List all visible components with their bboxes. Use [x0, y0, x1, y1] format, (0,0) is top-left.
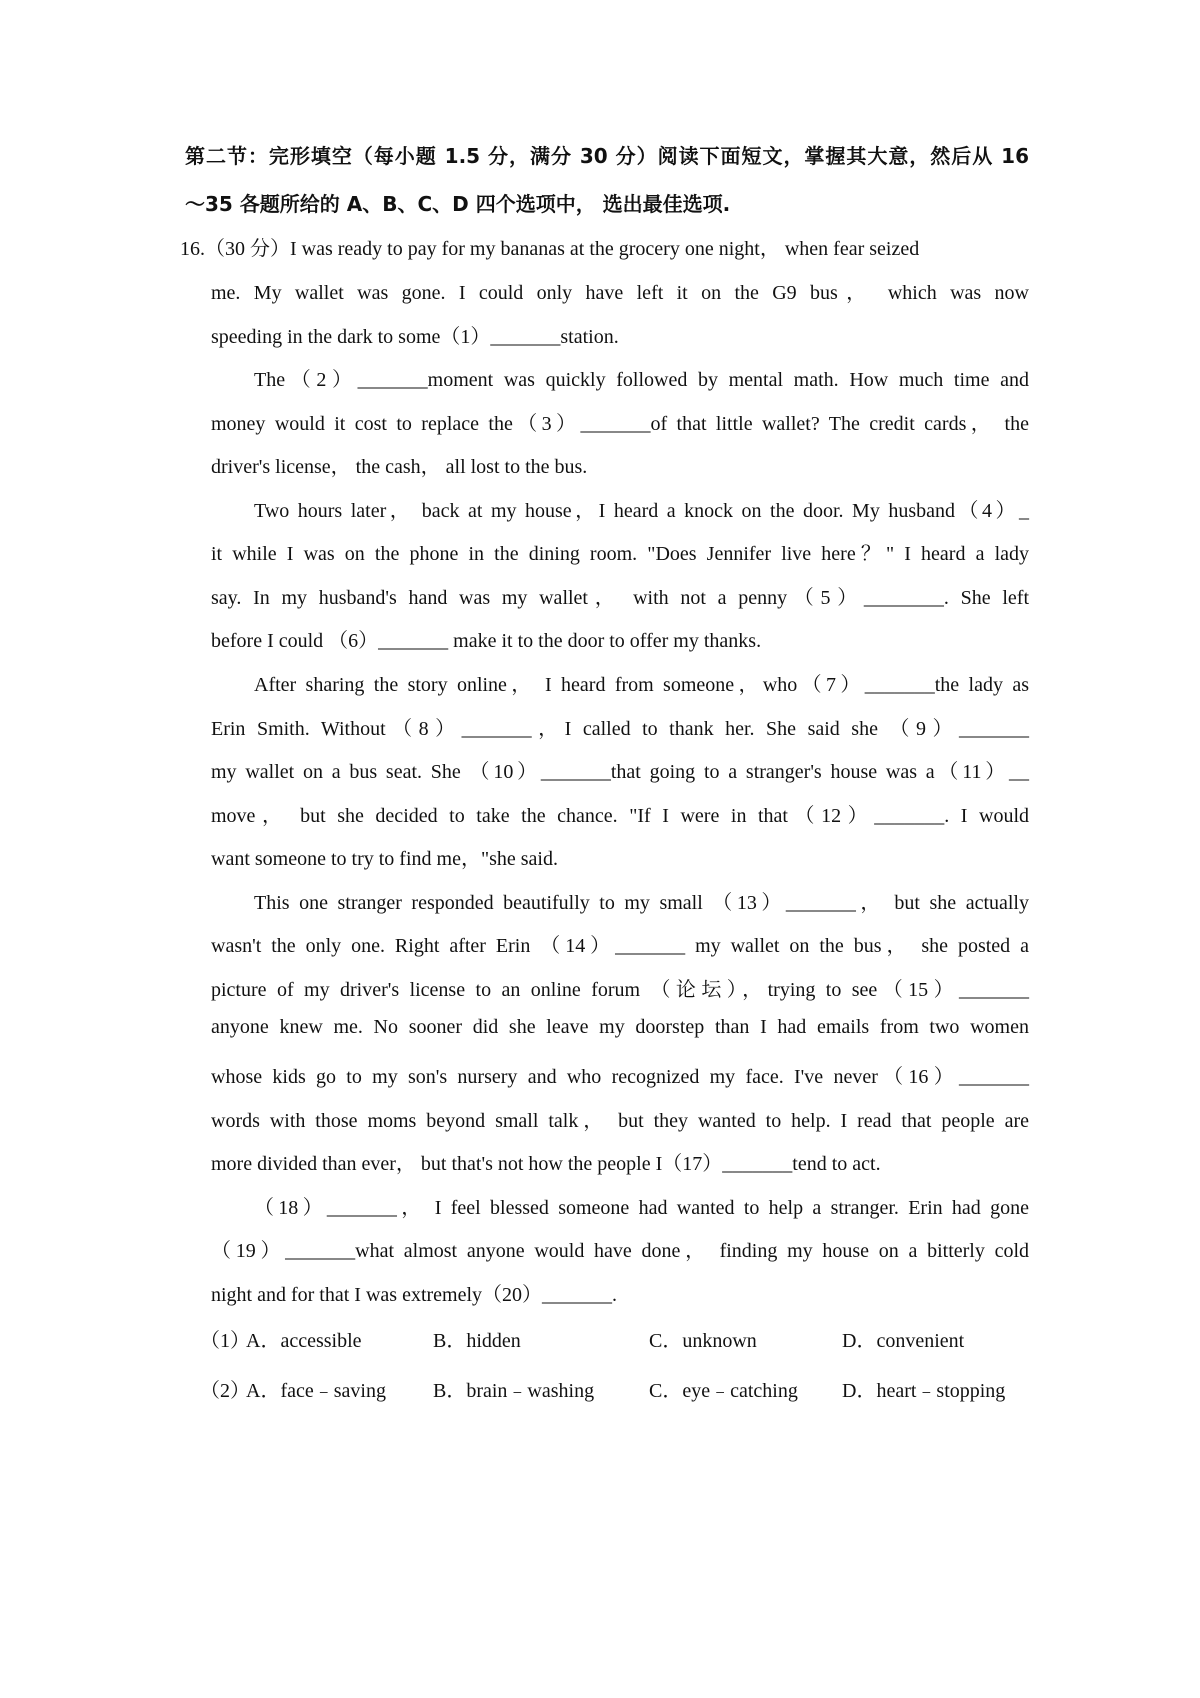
option-c: C．eye﹣catching: [649, 1380, 798, 1402]
passage-line: Two hours later， back at my house，I heard a knock on the door. My husband（4）_: [254, 500, 1029, 522]
option-d: D．heart﹣stopping: [842, 1380, 1006, 1402]
passage-line: anyone knew me. No sooner did she leave my doorstep than I had emails from two women: [211, 1016, 1029, 1038]
option-c: C．unknown: [649, 1330, 757, 1352]
section-header-line-2: ～35 各题所给的 A、B、C、D 四个选项中， 选出最佳选项.: [185, 192, 731, 216]
passage-line: me. My wallet was gone. I could only have left it on the G9 bus， which was now: [211, 282, 1029, 304]
passage-first-line: [180, 232, 1030, 261]
passage-line: picture of my driver's license to an online forum （论坛），trying to see（15）_______: [211, 979, 1029, 1001]
passage-line: money would it cost to replace the（3）_______of that little wallet? The credit cards， the: [211, 413, 1029, 435]
passage-line: wasn't the only one. Right after Erin （14）_______ my wallet on the bus， she posted a: [211, 935, 1029, 957]
passage-line: whose kids go to my son's nursery and who recognized my face. I've never（16）_______: [211, 1066, 1029, 1088]
option-b: B．hidden: [433, 1330, 521, 1352]
passage-line: （19）_______what almost anyone would have done， finding my house on a bitterly cold: [211, 1240, 1029, 1262]
option-number: （1）: [200, 1330, 250, 1352]
passage-line: Erin Smith. Without（8）_______，I called to thank her. She said she （9）_______: [211, 718, 1029, 740]
option-d: D．convenient: [842, 1330, 965, 1352]
passage-line: I was ready to pay for my bananas at the grocery one night， when fear seized: [290, 238, 920, 260]
passage-line: driver's license， the cash， all lost to the bus.: [211, 456, 588, 478]
passage-line: my wallet on a bus seat. She （10）_______that going to a stranger's house was a（11）__: [211, 761, 1029, 783]
section-header: [185, 132, 1029, 228]
passage-line: speeding in the dark to some（1）_______station.: [211, 326, 619, 348]
passage-line: words with those moms beyond small talk， but they wanted to help. I read that people are: [211, 1110, 1029, 1132]
passage-line: （18）_______， I feel blessed someone had wanted to help a stranger. Erin had gone: [254, 1197, 1029, 1219]
passage-line: This one stranger responded beautifully to my small （13）_______， but she actually: [254, 892, 1029, 914]
passage-line: more divided than ever， but that's not how the people I（17）_______tend to act.: [211, 1153, 881, 1175]
passage-line: move， but she decided to take the chance. "If I were in that（12）_______. I would: [211, 805, 1029, 827]
option-number: （2）: [200, 1380, 250, 1402]
passage-line: After sharing the story online， I heard from someone，who（7）_______the lady as: [254, 674, 1029, 696]
section-header-line-1: 第二节：完形填空（每小题 1.5 分，满分 30 分）阅读下面短文，掌握其大意，然后从 16: [185, 144, 1029, 168]
passage-line: night and for that I was extremely（20）_______.: [211, 1284, 618, 1306]
option-a: A．face﹣saving: [246, 1380, 386, 1402]
passage-line: want someone to try to find me，"she said.: [211, 848, 558, 870]
passage-line: say. In my husband's hand was my wallet， with not a penny（5）________. She left: [211, 587, 1029, 609]
option-b: B．brain﹣washing: [433, 1380, 595, 1402]
passage-line: it while I was on the phone in the dining room. "Does Jennifer live here？" I heard a lady: [211, 543, 1029, 565]
option-a: A．accessible: [246, 1330, 362, 1352]
passage-line: before I could （6）_______ make it to the door to offer my thanks.: [211, 630, 762, 652]
passage-line: The（2）_______moment was quickly followed by mental math. How much time and: [254, 369, 1029, 391]
question-number: 16.（30 分）: [180, 238, 290, 260]
